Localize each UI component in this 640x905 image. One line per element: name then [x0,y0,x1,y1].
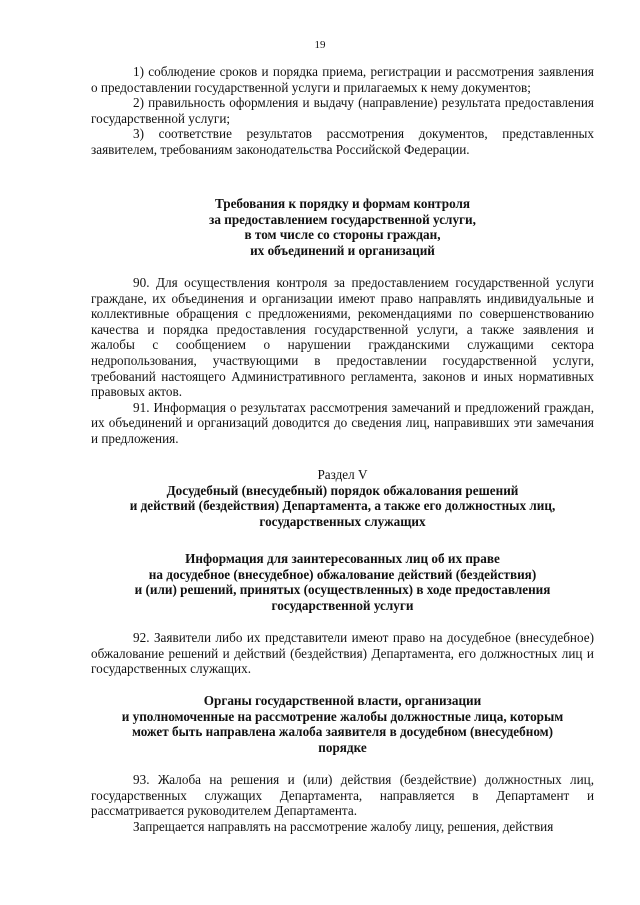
paragraph-91: 91. Информация о результатах рассмотрения замечаний и предложений граждан, их объединений и организаций доводится до сведения лиц, направивших эти замечания и предложения. [91,399,594,446]
list-item: 3) соответствие результатов рассмотрения документов, представленных заявителем, требованиям законодательства Российской Федерации. [91,126,594,157]
paragraph-92-block [91,630,594,677]
paragraph-90: 90. Для осуществления контроля за предоставлением государственной услуги граждане, их объединения и организации имеют право направлять индивидуальные и коллективные обращения с предложениями, рекомендациями по совершенствованию качества и порядка предоставления государственной услуги, а также заявления и жалобы с сообщением о нарушении гражданскими служащими сектора недропользования, участвующими в предоставлении государственной услуги, требований настоящего Административного регламента, законов и иных нормативных правовых актов. [91,275,594,400]
section-title-line: и действий (бездействия) Департамента, а также его должностных лиц, [129,498,556,514]
complaint-paragraphs [91,772,594,834]
list-item: 1) соблюдение сроков и порядка приема, регистрации и рассмотрения заявления о предоставлении государственной услуги и прилагаемых к нему документов; [91,64,594,95]
appeal-rights-heading [91,551,594,613]
heading-line: на досудебное (внесудебное) обжалование действий (бездействия) [148,566,537,582]
paragraph-93: 93. Жалоба на решения и (или) действия (бездействие) должностных лиц, государственных служащих Департамента, направляется в Департамент и рассматривается руководителем Департамента. [91,772,594,819]
heading-line: государственной услуги [271,597,414,613]
heading-line: Требования к порядку и формам контроля [214,196,471,211]
section-label: Раздел V [317,467,368,482]
page-number: 19 [314,39,326,51]
section-v-header [91,467,594,529]
control-requirements-heading [91,196,594,258]
control-paragraphs [91,275,594,447]
heading-line: может быть направлена жалоба заявителя в досудебном (внесудебном) [131,724,554,740]
section-title-line: Досудебный (внесудебный) порядок обжалования решений [166,482,519,498]
heading-line: в том числе со стороны граждан, [244,227,441,243]
heading-line: порядке [318,739,367,755]
section-title-line: государственных служащих [259,513,426,529]
list-item: 2) правильность оформления и выдачу (направление) результата предоставления государственной услуги; [91,95,594,126]
heading-line: Органы государственной власти, организации [203,693,482,708]
heading-line: их объединений и организаций [250,242,435,258]
paragraph-prohibition: Запрещается направлять на рассмотрение жалобу лицу, решения, действия [133,818,554,834]
heading-line: и уполномоченные на рассмотрение жалобы должностные лица, которым [121,708,564,724]
criteria-list [91,64,594,158]
heading-line: за предоставлением государственной услуги, [209,211,476,227]
paragraph-92: 92. Заявители либо их представители имеют право на досудебное (внесудебное) обжалование решений и действий (бездействия) Департамента, его должностных лиц и государственных служащих. [91,630,594,677]
heading-line: и (или) решений, принятых (осуществленных) в ходе предоставления [134,582,551,598]
authorities-heading [91,693,594,755]
heading-line: Информация для заинтересованных лиц об их праве [185,551,500,566]
